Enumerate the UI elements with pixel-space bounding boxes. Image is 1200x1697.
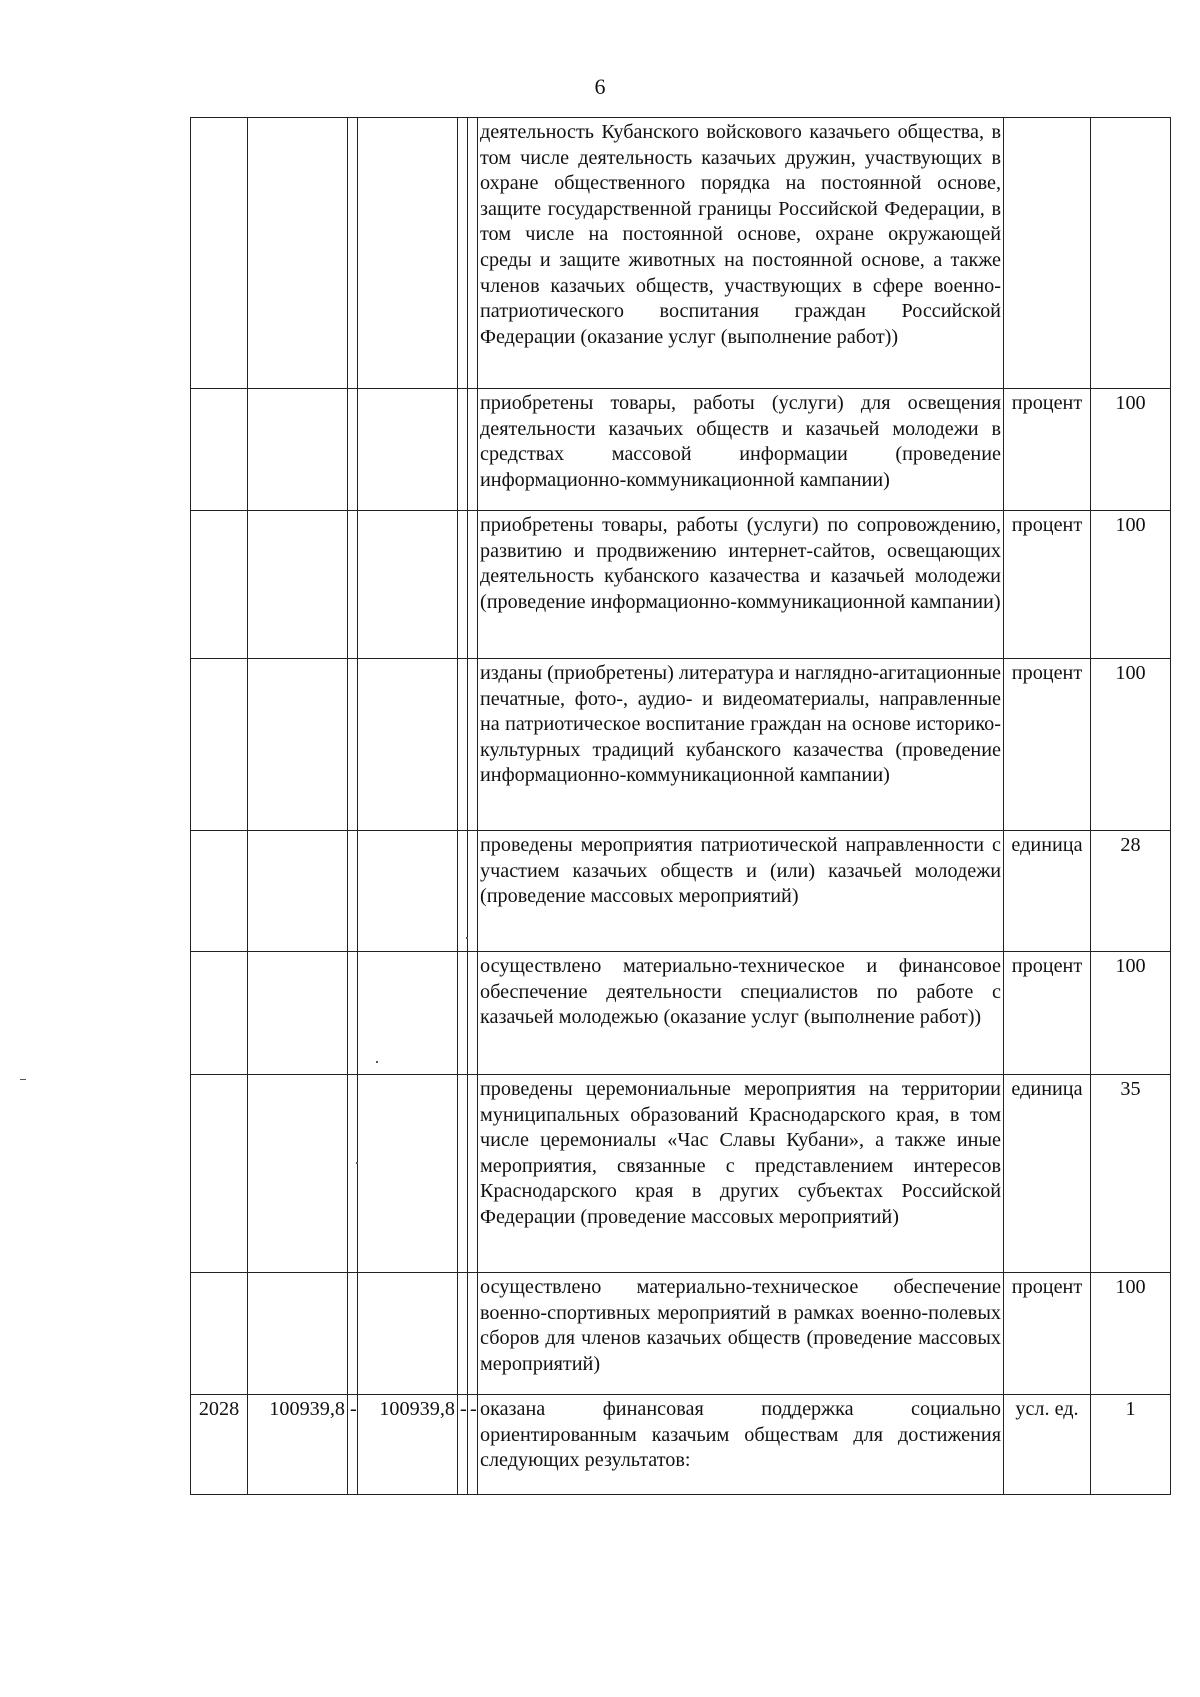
regional-funding-cell: [358, 659, 458, 831]
total-funding-cell: [248, 1075, 348, 1273]
regional-funding-cell: [358, 952, 458, 1075]
federal-funding-cell: [348, 1273, 358, 1395]
federal-funding-cell: [348, 831, 358, 952]
local-funding-cell: [458, 952, 468, 1075]
value-cell: 100: [1091, 952, 1171, 1075]
year-cell: 2028: [191, 1395, 248, 1495]
year-cell: [191, 389, 248, 511]
total-funding-cell: [248, 952, 348, 1075]
year-cell: [191, 952, 248, 1075]
extra-funding-cell: [468, 659, 478, 831]
year-cell: [191, 831, 248, 952]
result-text: оказана финансовая поддержка социально ориентированным казачьим обществам для достижения следующих результатов:: [478, 1395, 1004, 1495]
total-funding-cell: 100939,8: [248, 1395, 348, 1495]
local-funding-cell: [458, 511, 468, 659]
federal-funding-cell: [348, 389, 358, 511]
unit-cell: процент: [1004, 389, 1091, 511]
extra-funding-cell: [468, 511, 478, 659]
local-funding-cell: [458, 1273, 468, 1395]
year-cell: [191, 118, 248, 389]
scan-speck: [376, 1061, 378, 1063]
value-cell: 100: [1091, 389, 1171, 511]
result-text: проведены мероприятия патриотической направленности с участием казачьих обществ и (или) казачьей молодежи (проведение массовых мероприятий): [478, 831, 1004, 952]
table-row: [191, 511, 1171, 659]
value-cell: 100: [1091, 511, 1171, 659]
result-text: осуществлено материально-техническое и финансовое обеспечение деятельности специалистов по работе с казачьей молодежью (оказание услуг (выполнение работ)): [478, 952, 1004, 1075]
result-text: деятельность Кубанского войскового казачьего общества, в том числе деятельность казачьих дружин, участвующих в охране общественного порядка на постоянной основе, защите государственной границы Российской Федерации, в том числе на постоянной основе, охране окружающей среды и защите животных на постоянной основе, а также членов казачьих обществ, участвующих в сфере военно-патриотического воспитания граждан Российской Федерации (оказание услуг (выполнение работ)): [478, 118, 1004, 389]
scan-speck: [466, 937, 468, 939]
result-text: проведены церемониальные мероприятия на территории муниципальных образований Краснодарского края, в том числе церемониалы «Час Славы Кубани», а также иные мероприятия, связанные с представлением интересов Краснодарского края в других субъектах Российской Федерации (проведение массовых мероприятий): [478, 1075, 1004, 1273]
extra-funding-cell: [468, 831, 478, 952]
total-funding-cell: [248, 389, 348, 511]
unit-cell: процент: [1004, 659, 1091, 831]
scan-speck: [20, 1079, 26, 1080]
unit-cell: процент: [1004, 952, 1091, 1075]
regional-funding-cell: 100939,8: [358, 1395, 458, 1495]
unit-cell: процент: [1004, 1273, 1091, 1395]
unit-cell: [1004, 118, 1091, 389]
regional-funding-cell: [358, 511, 458, 659]
regional-funding-cell: [358, 831, 458, 952]
extra-funding-cell: -: [468, 1395, 478, 1495]
extra-funding-cell: [468, 1273, 478, 1395]
regional-funding-cell: [358, 118, 458, 389]
result-text: приобретены товары, работы (услуги) для освещения деятельности казачьих обществ и казачьей молодежи в средствах массовой информации (проведение информационно-коммуникационной кампании): [478, 389, 1004, 511]
local-funding-cell: [458, 831, 468, 952]
total-funding-cell: [248, 511, 348, 659]
local-funding-cell: -: [458, 1395, 468, 1495]
year-cell: [191, 659, 248, 831]
year-cell: [191, 1273, 248, 1395]
table-row: [191, 389, 1171, 511]
local-funding-cell: [458, 118, 468, 389]
table-row: [191, 831, 1171, 952]
value-cell: 100: [1091, 659, 1171, 831]
total-funding-cell: [248, 1273, 348, 1395]
result-text: приобретены товары, работы (услуги) по сопровождению, развитию и продвижению интернет-сайтов, освещающих деятельность кубанского казачества и казачьей молодежи (проведение информационно-коммуникационной кампании): [478, 511, 1004, 659]
program-table: [190, 117, 1171, 1495]
value-cell: [1091, 118, 1171, 389]
year-cell: [191, 1075, 248, 1273]
value-cell: 1: [1091, 1395, 1171, 1495]
extra-funding-cell: [468, 389, 478, 511]
regional-funding-cell: [358, 1273, 458, 1395]
unit-cell: единица: [1004, 831, 1091, 952]
unit-cell: процент: [1004, 511, 1091, 659]
value-cell: 28: [1091, 831, 1171, 952]
federal-funding-cell: [348, 952, 358, 1075]
federal-funding-cell: [348, 1075, 358, 1273]
total-funding-cell: [248, 659, 348, 831]
federal-funding-cell: [348, 118, 358, 389]
value-cell: 100: [1091, 1273, 1171, 1395]
result-text: осуществлено материально-техническое обеспечение военно-спортивных мероприятий в рамках военно-полевых сборов для членов казачьих обществ (проведение массовых мероприятий): [478, 1273, 1004, 1395]
total-funding-cell: [248, 118, 348, 389]
unit-cell: усл. ед.: [1004, 1395, 1091, 1495]
value-cell: 35: [1091, 1075, 1171, 1273]
extra-funding-cell: [468, 118, 478, 389]
table-row: [191, 1395, 1171, 1495]
table-row: [191, 1273, 1171, 1395]
unit-cell: единица: [1004, 1075, 1091, 1273]
federal-funding-cell: [348, 511, 358, 659]
local-funding-cell: [458, 1075, 468, 1273]
page-number: 6: [594, 74, 606, 99]
extra-funding-cell: [468, 1075, 478, 1273]
table-row: [191, 118, 1171, 389]
table-row: [191, 1075, 1171, 1273]
regional-funding-cell: [358, 1075, 458, 1273]
regional-funding-cell: [358, 389, 458, 511]
result-text: изданы (приобретены) литература и наглядно-агитационные печатные, фото-, аудио- и видеоматериалы, направленные на патриотическое воспитание граждан на основе историко-культурных традиций кубанского казачества (проведение информационно-коммуникационной кампании): [478, 659, 1004, 831]
total-funding-cell: [248, 831, 348, 952]
federal-funding-cell: -: [348, 1395, 358, 1495]
local-funding-cell: [458, 659, 468, 831]
scan-speck: [356, 1162, 358, 1164]
local-funding-cell: [458, 389, 468, 511]
table-row: [191, 659, 1171, 831]
table-row: [191, 952, 1171, 1075]
extra-funding-cell: [468, 952, 478, 1075]
federal-funding-cell: [348, 659, 358, 831]
year-cell: [191, 511, 248, 659]
